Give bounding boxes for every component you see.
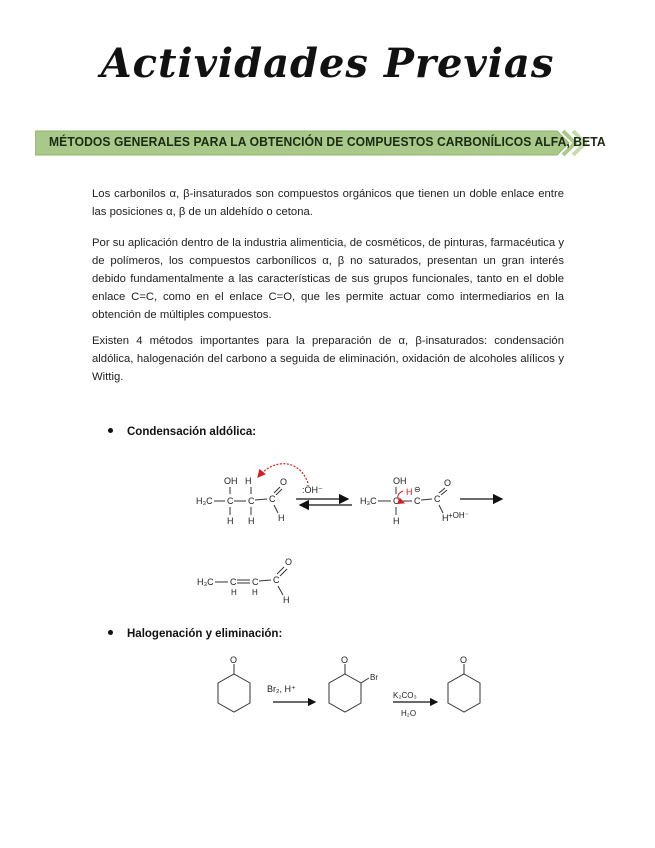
halogenation-scheme: [205, 652, 505, 727]
atom-h-a: H: [227, 516, 234, 526]
paragraph-3: Existen 4 métodos importantes para la preparación de α, β-insaturados: condensación aldólica, halogenación del carbono a seguida de eliminación, oxidación de alcoholes alílicos y Wittig.: [92, 335, 564, 383]
atom-h3c: H₃C: [360, 496, 377, 506]
atom-c3: C: [273, 575, 280, 585]
bullet-dot-icon: [108, 428, 113, 433]
section-banner: [35, 128, 606, 158]
atom-c2: C: [248, 496, 255, 506]
bromocyclohexanone-ring: [329, 664, 369, 712]
atom-h3c: H₃C: [197, 577, 214, 587]
reagent-carbonate: K₂CO₃: [393, 691, 417, 700]
atom-o: O: [230, 655, 238, 665]
atom-c1: C: [393, 496, 400, 506]
atom-oh: OH: [393, 476, 407, 486]
atom-oh: OH: [224, 476, 238, 486]
banner-text: MÉTODOS GENERALES PARA LA OBTENCIÓN DE COMPUESTOS CARBONÍLICOS ALFA, BETA: [49, 134, 606, 149]
atom-h-a: H: [231, 588, 237, 597]
atom-h-c: H: [283, 595, 290, 605]
atom-h-b: H: [442, 513, 449, 523]
atom-c1: C: [230, 577, 237, 587]
atom-c2: C: [414, 496, 421, 506]
equilibrium-arrow-icon: [296, 499, 352, 505]
atom-h: H: [406, 487, 413, 497]
paragraph-2: Por su aplicación dentro de la industria alimenticia, de cosméticos, de pinturas, farmacéutica y de polímeros, los compuestos carbonílicos α, β no saturados, presentan un gran interés debido fundamentalmente a las características de sus grupos funcionales, tanto en el doble enlace C=C, como en el enlace C=O, que les permite actuar como intermediarios en la obtención de múltiples compuestos.: [92, 237, 564, 321]
atom-o: O: [280, 477, 288, 487]
leaving-hydroxide: +OH⁻: [448, 511, 469, 520]
atom-h-b: H: [252, 588, 258, 597]
atom-o: O: [460, 655, 468, 665]
bullet-dot-icon: [108, 630, 113, 635]
atom-o: O: [444, 478, 452, 488]
atom-h-a: H: [393, 516, 400, 526]
reagent-bromine: Br₂, H⁺: [267, 684, 296, 694]
atom-h-b: H: [248, 516, 255, 526]
cyclohexenone-ring: [448, 664, 480, 712]
atom-c2: C: [252, 577, 259, 587]
atom-o: O: [285, 557, 293, 567]
atom-c3: C: [434, 494, 441, 504]
hydroxide: :ÖH⁻: [302, 485, 323, 495]
bullet-label: Halogenación y eliminación:: [127, 628, 283, 640]
bullet-halogenation: [108, 628, 282, 640]
aldol-product: [195, 555, 305, 610]
bullet-aldol: [108, 426, 256, 438]
atom-o: O: [341, 655, 349, 665]
paragraph-1: Los carbonilos α, β-insaturados son compuestos orgánicos que tienen un doble enlace entre las posiciones α, β de un aldehído o cetona.: [92, 188, 564, 218]
atom-c3: C: [269, 494, 276, 504]
atom-c1: C: [227, 496, 234, 506]
atom-h-c: H: [278, 513, 285, 523]
cyclohexanone-ring: [218, 664, 250, 712]
bullet-label: Condensación aldólica:: [127, 426, 257, 438]
atom-h3c: H₃C: [196, 496, 213, 506]
page-title: Actividades Previas: [100, 40, 555, 87]
atom-br: Br: [370, 673, 378, 682]
atom-h: H: [245, 476, 252, 486]
reagent-water: H₂O: [401, 709, 417, 718]
charge: ⊖: [414, 485, 421, 494]
